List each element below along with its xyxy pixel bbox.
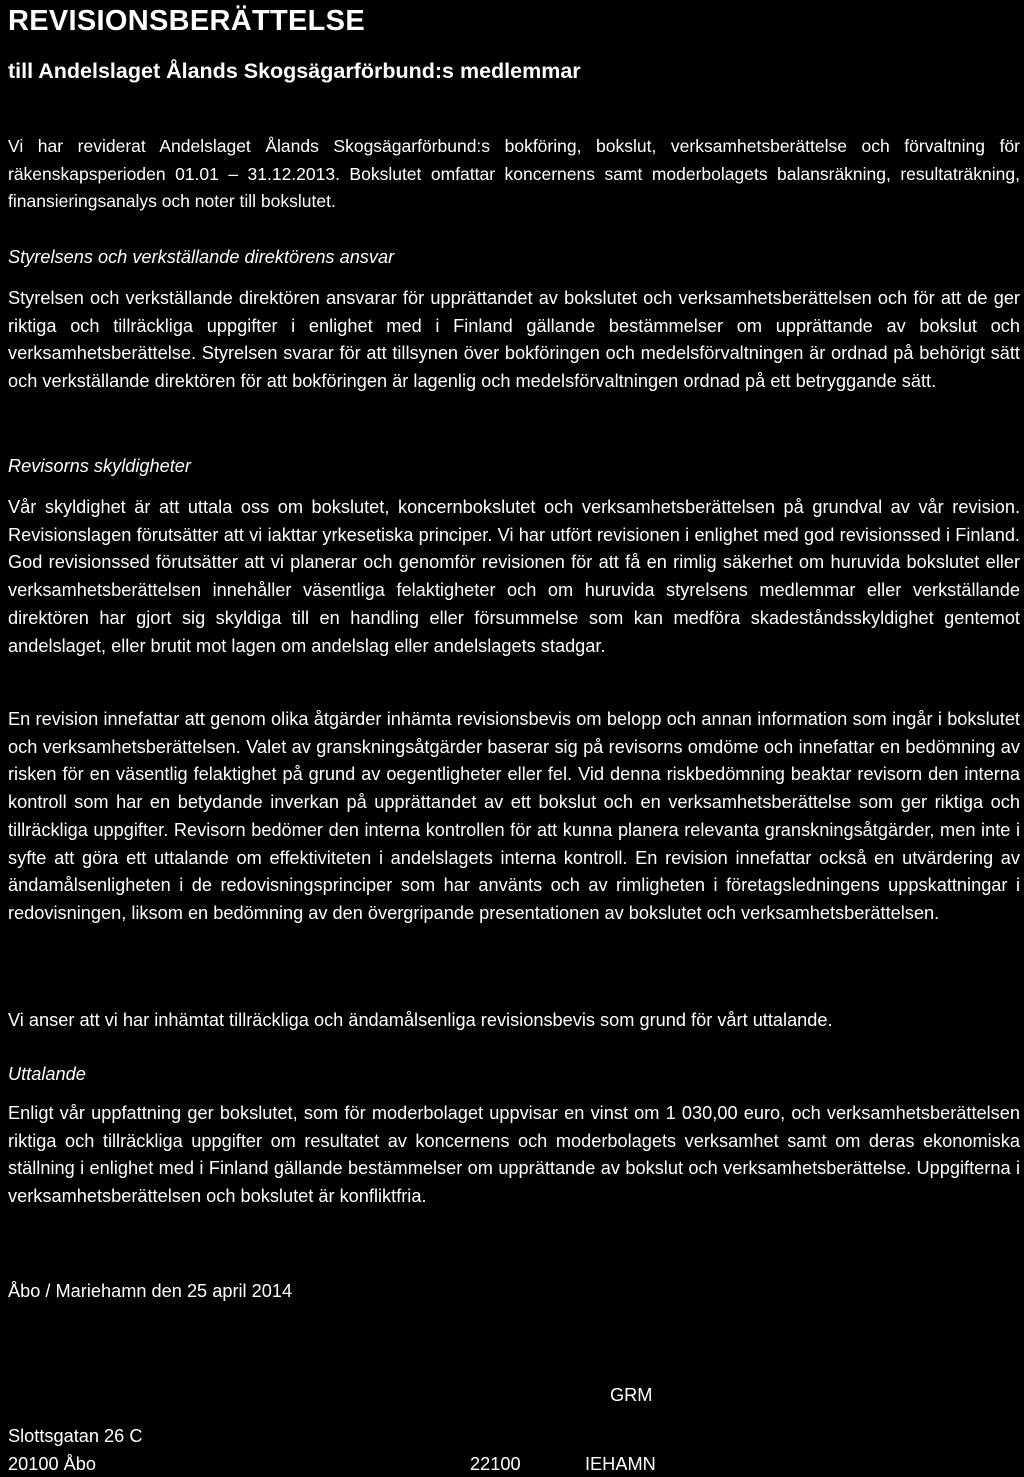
- auditor-paragraph-block-2: [8, 706, 1020, 928]
- place-and-date: Åbo / Mariehamn den 25 april 2014: [8, 1281, 293, 1301]
- auditor-paragraph-3: Vi anser att vi har inhämtat tillräckliga och ändamålsenliga revisionsbevis som grund för vårt uttalande.: [8, 1010, 833, 1030]
- document-subtitle: till Andelslaget Ålands Skogsägarförbund:s medlemmar: [8, 59, 581, 83]
- auditor-paragraph-block-3: [8, 1007, 1020, 1035]
- auditor-paragraph-block: [8, 494, 1020, 660]
- address-city-2: IEHAMN: [585, 1454, 656, 1474]
- address-line-1: Slottsgatan 26 C: [8, 1426, 143, 1446]
- opinion-paragraph-block: [8, 1100, 1020, 1211]
- auditor-paragraph-2: En revision innefattar att genom olika åtgärder inhämta revisionsbevis om belopp och annan information som ingår i bokslutet och verksamhetsberättelsen. Valet av granskningsåtgärder baserar sig på revisorns omdöme och innefattar en bedömning av risken för en väsentlig felaktighet på grund av oegentligheter eller fel. Vid denna riskbedömning beaktar revisorn den interna kontroll som har en betydande inverkan på upprättandet av ett bokslut och en verksamhetsberättelse som ger riktiga och tillräckliga uppgifter. Revisorn bedömer den interna kontrollen för att kunna planera relevanta granskningsåtgärder, men inte i syfte att göra ett uttalande om effektiviteten i andelslagets interna kontroll. En revision innefattar också en utvärdering av ändamålsenligheten i de redovisningsprinciper som har använts och av rimligheten i företagsledningens uppskattningar i redovisningen, liksom en bedömning av den övergripande presentationen av bokslutet och verksamhetsberättelsen.: [8, 709, 1020, 923]
- section-heading-opinion: Uttalande: [8, 1064, 86, 1084]
- section-heading-auditor: Revisorns skyldigheter: [8, 456, 191, 476]
- address-postcode-2: 22100: [470, 1454, 521, 1474]
- address-line-2: 20100 Åbo: [8, 1454, 96, 1474]
- firm-name: GRM: [610, 1385, 653, 1405]
- board-paragraph: Styrelsen och verkställande direktören ansvarar för upprättandet av bokslutet och verksamhetsberättelsen och för att de ger riktiga och tillräckliga uppgifter i enlighet med i Finland gällande bestämmelser om upprättande av bokslut och verksamhetsberättelse. Styrelsen svarar för att tillsynen över bokföringen och medelsförvaltningen är ordnad på behörigt sätt och verkställande direktören för att bokföringen är lagenlig och medelsförvaltningen ordnad på ett betryggande sätt.: [8, 288, 1020, 392]
- auditor-paragraph-1: Vår skyldighet är att uttala oss om bokslutet, koncernbokslutet och verksamhetsberättelsen på grundval av vår revision. Revisionslagen förutsätter att vi iakttar yrkesetiska principer. Vi har utfört revisionen i enlighet med god revisionssed i Finland. God revisionssed förutsätter att vi planerar och genomför revisionen för att få en rimlig säkerhet om huruvida bokslutet eller verksamhetsberättelsen innehåller väsentliga felaktigheter och om huruvida styrelsens medlemmar eller verkställande direktören har gjort sig skyldiga till en handling eller försummelse som kan medföra skadeståndsskyldighet gentemot andelslaget, eller brutit mot lagen om andelslag eller andelslagets stadgar.: [8, 497, 1020, 656]
- document-title: REVISIONSBERÄTTELSE: [8, 5, 365, 37]
- intro-paragraph-block: [8, 133, 1020, 216]
- section-heading-board: Styrelsens och verkställande direktörens ansvar: [8, 247, 395, 267]
- opinion-paragraph: Enligt vår uppfattning ger bokslutet, som för moderbolaget uppvisar en vinst om 1 030,00 euro, och verksamhetsberättelsen riktiga och tillräckliga uppgifter om resultatet av koncernens och moderbolagets verksamhet samt om deras ekonomiska ställning i enlighet med i Finland gällande bestämmelser om upprättande av bokslut och verksamhetsberättelse. Uppgifterna i verksamhetsberättelsen och bokslutet är konfliktfria.: [8, 1103, 1020, 1207]
- intro-paragraph: Vi har reviderat Andelslaget Ålands Skogsägarförbund:s bokföring, bokslut, verksamhetsberättelse och förvaltning för räkenskapsperioden 01.01 – 31.12.2013. Bokslutet omfattar koncernens samt moderbolagets balansräkning, resultaträkning, finansieringsanalys och noter till bokslutet.: [8, 136, 1020, 211]
- board-paragraph-block: [8, 285, 1020, 396]
